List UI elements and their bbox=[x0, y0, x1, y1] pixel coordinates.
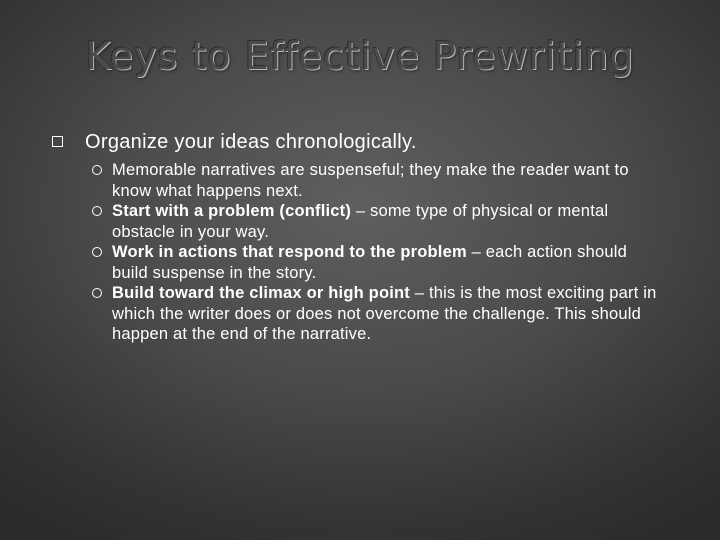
circle-bullet-icon bbox=[92, 288, 102, 298]
sub-bullet bbox=[92, 283, 672, 345]
sub-bullet-body bbox=[112, 201, 664, 242]
circle-bullet-icon bbox=[92, 247, 102, 257]
sub-bullet-text: – each action should build suspense in the story. bbox=[112, 243, 627, 282]
circle-bullet-icon bbox=[92, 206, 102, 216]
sub-bullet-list bbox=[92, 160, 672, 345]
sub-bullet-body bbox=[112, 283, 664, 345]
main-bullet-text: Organize your ideas chronologically. bbox=[85, 131, 417, 153]
sub-bullet-bold: Start with a problem (conflict) bbox=[112, 202, 352, 220]
circle-bullet-icon bbox=[92, 165, 102, 175]
sub-bullet-bold: Build toward the climax or high point bbox=[112, 284, 410, 302]
square-bullet-icon bbox=[52, 136, 63, 147]
sub-bullet-text: – this is the most exciting part in which the writer does or does not overcome the challenge. This should happen at the end of the narrative. bbox=[112, 284, 657, 343]
sub-bullet bbox=[92, 201, 672, 242]
sub-bullet-body bbox=[112, 160, 664, 201]
main-bullet bbox=[52, 130, 417, 154]
slide-title: Keys to Effective Prewriting bbox=[85, 34, 635, 78]
sub-bullet-bold: Work in actions that respond to the problem bbox=[112, 243, 467, 261]
sub-bullet-text: – some type of physical or mental obstacle in your way. bbox=[112, 202, 609, 241]
sub-bullet-body bbox=[112, 242, 664, 283]
sub-bullet bbox=[92, 160, 672, 201]
sub-bullet bbox=[92, 242, 672, 283]
sub-bullet-text: Memorable narratives are suspenseful; they make the reader want to know what happens next. bbox=[112, 161, 629, 200]
